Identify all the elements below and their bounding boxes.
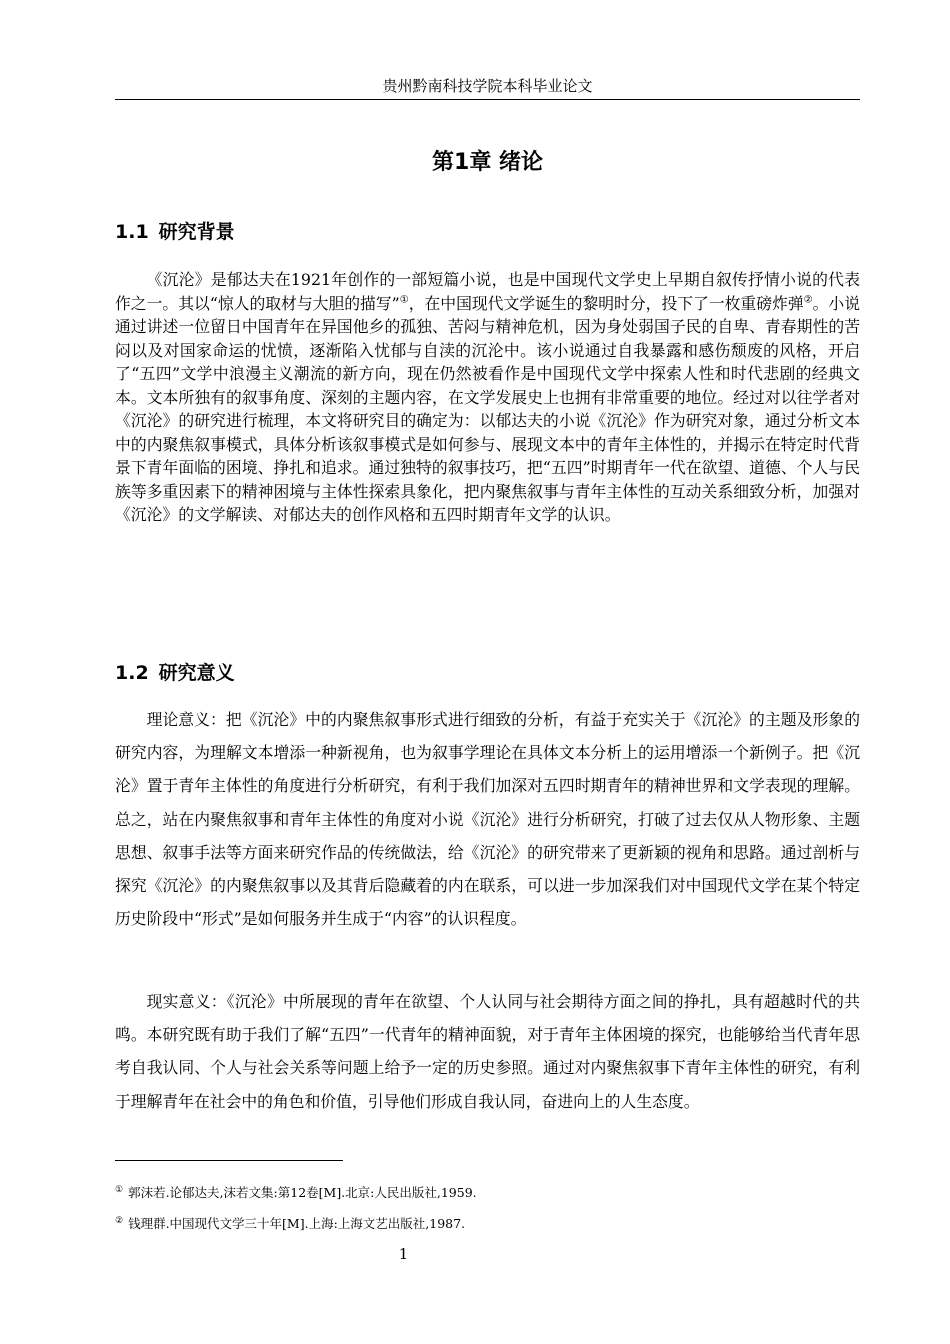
paragraph-text-part: 《沉沦》是郁达夫在1921年创作的一部短篇小说，也是中国现代文学史上早期自叙传抒情小说的代表作之一。其以“惊人的取材与大胆的描写” bbox=[115, 270, 860, 313]
footnote-text: 钱理群.中国现代文学三十年[M].上海:上海文艺出版社,1987. bbox=[128, 1216, 466, 1232]
body-paragraph-background bbox=[115, 268, 860, 527]
section-title: 研究意义 bbox=[158, 662, 235, 684]
section-number: 1.1 bbox=[115, 221, 149, 243]
body-paragraph-practical: 现实意义：《沉沦》中所展现的青年在欲望、个人认同与社会期待方面之间的挣扎，具有超越时代的共鸣。本研究既有助于我们了解“五四”一代青年的精神面貌，对于青年主体困境的探究，也能够给当代青年思考自我认同、个人与社会关系等问题上给予一定的历史参照。通过对内聚焦叙事下青年主体性的研究，有利于理解青年在社会中的角色和价值，引导他们形成自我认同，奋进向上的人生态度。 bbox=[115, 992, 860, 1111]
header-rule bbox=[115, 99, 860, 100]
section-heading-1-2 bbox=[115, 660, 235, 686]
body-paragraph-theoretical: 理论意义：把《沉沦》中的内聚焦叙事形式进行细致的分析，有益于充实关于《沉沦》的主题及形象的研究内容，为理解文本增添一种新视角，也为叙事学理论在具体文本分析上的运用增添一个新例子。把《沉沦》置于青年主体性的角度进行分析研究，有利于我们加深对五四时期青年的精神世界和文学表现的理解。总之，站在内聚焦叙事和青年主体性的角度对小说《沉沦》进行分析研究，打破了过去仅从人物形象、主题思想、叙事手法等方面来研究作品的传统做法，给《沉沦》的研究带来了更新颖的视角和思路。通过剖析与探究《沉沦》的内聚焦叙事以及其背后隐藏着的内在联系，可以进一步加深我们对中国现代文学在某个特定历史阶段中“形式”是如何服务并生成于“内容”的认识程度。 bbox=[115, 710, 860, 929]
paragraph-text-part: ，在中国现代文学诞生的黎明时分，投下了一枚重磅炸弹 bbox=[408, 293, 804, 313]
footnote-ref-1[interactable]: ① bbox=[399, 294, 409, 306]
footnote-mark: ① bbox=[115, 1185, 124, 1195]
footnote-2 bbox=[115, 1212, 465, 1233]
paragraph-text-part: 。小说通过讲述一位留日中国青年在异国他乡的孤独、苦闷与精神危机，因为身处弱国子民的自卑、青春期性的苦闷以及对国家命运的忧愤，逐渐陷入忧郁与自渎的沉沦中。该小说通过自我暴露和感伤颓废的风格，开启了“五四”文学中浪漫主义潮流的新方向，现在仍然被看作是中国现代文学中探索人性和时代悲剧的经典文本。文本所独有的叙事角度、深刻的主题内容，在文学发展史上也拥有非常重要的地位。经过对以往学者对《沉沦》的研究进行梳理，本文将研究目的确定为：以郁达夫的小说《沉沦》作为研究对象，通过分析文本中的内聚焦叙事模式，具体分析该叙事模式是如何参与、展现文本中的青年主体性的，并揭示在特定时代背景下青年面临的困境、挣扎和追求。通过独特的叙事技巧，把“五四”时期青年一代在欲望、道德、个人与民族等多重因素下的精神困境与主体性探索具象化，把内聚焦叙事与青年主体性的互动关系细致分析，加强对《沉沦》的文学解读、对郁达夫的创作风格和五四时期青年文学的认识。 bbox=[115, 293, 860, 524]
footnote-ref-2[interactable]: ② bbox=[803, 294, 813, 306]
chapter-title: 第1章 绪论 bbox=[432, 150, 543, 175]
page-number: 1 bbox=[398, 1245, 409, 1263]
footnote-text: 郭沫若.论郁达夫,沫若文集:第12卷[M].北京:人民出版社,1959. bbox=[128, 1185, 477, 1201]
section-title: 研究背景 bbox=[158, 221, 235, 243]
footnote-1 bbox=[115, 1181, 477, 1202]
page-header: 贵州黔南科技学院本科毕业论文 bbox=[382, 77, 593, 95]
footnote-mark: ② bbox=[115, 1216, 124, 1226]
footnote-separator bbox=[115, 1160, 343, 1161]
section-heading-1-1 bbox=[115, 219, 235, 245]
section-number: 1.2 bbox=[115, 662, 149, 684]
